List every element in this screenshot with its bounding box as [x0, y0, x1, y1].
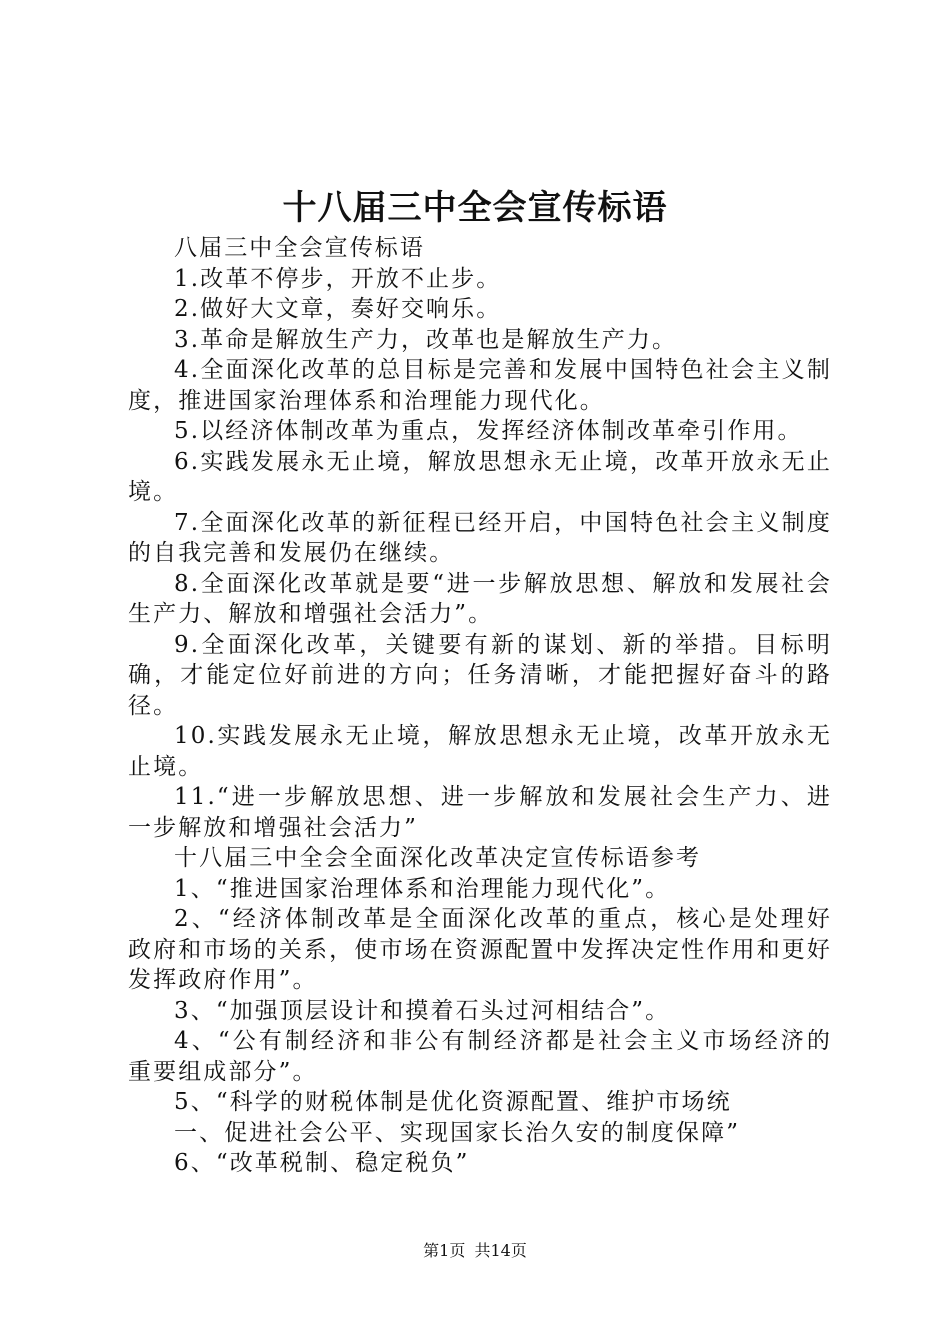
paragraph: 5、“科学的财税体制是优化资源配置、维护市场统 — [174, 1089, 732, 1115]
paragraph: 4.全面深化改革的总目标是完善和发展中国特色社会主义制度，推进国家治理体系和治理能力现代化。 — [128, 357, 832, 414]
paragraph: 5.以经济体制改革为重点，发挥经济体制改革牵引作用。 — [174, 418, 803, 444]
paragraph: 8.全面深化改革就是要“进一步解放思想、解放和发展社会生产力、解放和增强社会活力”。 — [128, 570, 832, 627]
paragraph: 4、“公有制经济和非公有制经济都是社会主义市场经济的重要组成部分”。 — [128, 1028, 832, 1085]
section-heading: 十八届三中全会全面深化改革决定宣传标语参考 — [174, 845, 702, 871]
page-total: 共14页 — [474, 1241, 527, 1260]
paragraph: 一、促进社会公平、实现国家长治久安的制度保障” — [174, 1119, 741, 1146]
paragraph: 11.“进一步解放思想、进一步解放和发展社会生产力、进一步解放和增强社会活力” — [128, 784, 832, 841]
paragraph: 2.做好大文章，奏好交响乐。 — [174, 296, 502, 322]
page-footer — [0, 1240, 950, 1262]
paragraph: 3、“加强顶层设计和摸着石头过河相结合”。 — [174, 997, 671, 1024]
document-title: 十八届三中全会宣传标语 — [282, 188, 668, 228]
paragraph: 1.改革不停步，开放不止步。 — [174, 265, 502, 292]
paragraph: 10.实践发展永无止境，解放思想永无止境，改革开放永无止境。 — [128, 723, 832, 780]
paragraph: 2、“经济体制改革是全面深化改革的重点，核心是处理好政府和市场的关系，使市场在资源配置中发挥决定性作用和更好发挥政府作用”。 — [128, 906, 832, 993]
paragraph: 八届三中全会宣传标语 — [174, 235, 425, 261]
paragraph: 3.革命是解放生产力，改革也是解放生产力。 — [174, 326, 678, 353]
paragraph: 6、“改革税制、稳定税负” — [174, 1150, 470, 1176]
paragraph: 1、“推进国家治理体系和治理能力现代化”。 — [174, 875, 671, 902]
page-number: 第1页 — [423, 1241, 466, 1260]
document-body — [128, 233, 832, 1179]
paragraph: 6.实践发展永无止境，解放思想永无止境，改革开放永无止境。 — [128, 448, 832, 505]
paragraph: 9.全面深化改革，关键要有新的谋划、新的举措。目标明确，才能定位好前进的方向；任务清晰，才能把握好奋斗的路径。 — [128, 631, 832, 719]
paragraph: 7.全面深化改革的新征程已经开启，中国特色社会主义制度的自我完善和发展仍在继续。 — [128, 509, 832, 566]
